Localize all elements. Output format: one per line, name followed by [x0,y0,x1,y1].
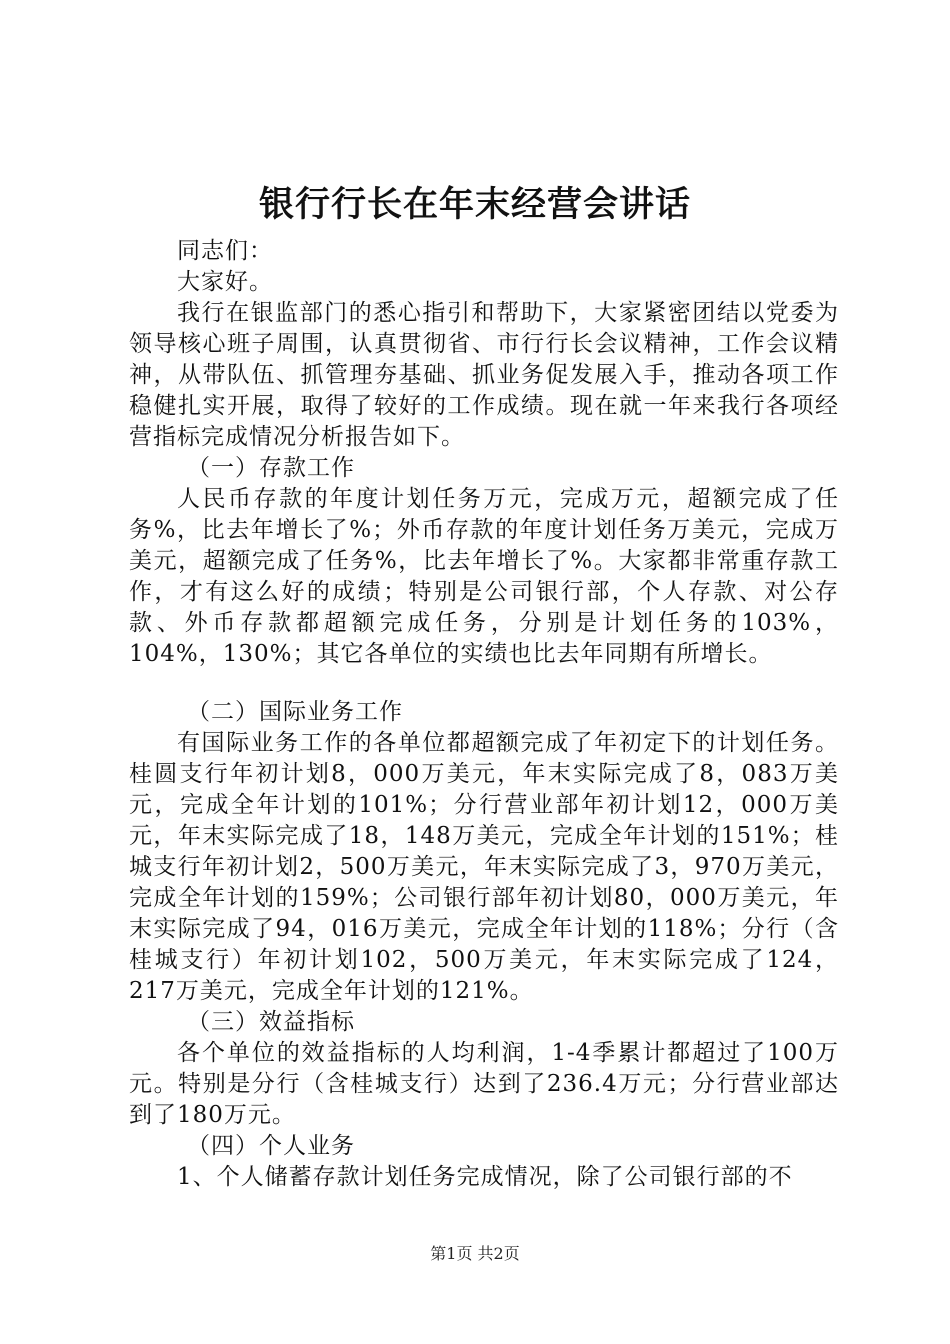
salutation: 同志们： [177,238,273,264]
section-text-international: 有国际业务工作的各单位都超额完成了年初定下的计划任务。桂圆支行年初计划8，000万美元，年末实际完成了8，083万美元，完成全年计划的101%；分行营业部年初计划12，000万美元，年末实际完成了18，148万美元，完成全年计划的151%；桂城支行年初计划2，500万美元，年末实际完成了3，970万美元，完成全年计划的159%；公司银行部年初计划80，000万美元，年末实际完成了94，016万美元，完成全年计划的118%；分行（含桂城支行）年初计划102，500万美元，年末实际完成了124，217万美元，完成全年计划的121%。 [129,730,839,1004]
document-title: 银行行长在年末经营会讲话 [258,184,691,225]
section-heading-deposits: （一）存款工作 [187,455,355,481]
section-text-personal: 1、个人储蓄存款计划任务完成情况，除了公司银行部的不 [177,1164,793,1190]
section-text-deposits: 人民币存款的年度计划任务万元，完成万元，超额完成了任务%，比去年增长了%；外币存款的年度计划任务万美元，完成万美元，超额完成了任务%，比去年增长了%。大家都非常重存款工作，才有这么好的成绩；特别是公司银行部，个人存款、对公存款、外币存款都超额完成任务，分别是计划任务的103%，104%，130%；其它各单位的实绩也比去年同期有所增长。 [129,486,839,667]
section-heading-personal: （四）个人业务 [187,1133,355,1159]
section-text-profit: 各个单位的效益指标的人均利润，1-4季累计都超过了100万元。特别是分行（含桂城支行）达到了236.4万元；分行营业部达到了180万元。 [129,1040,839,1128]
intro-paragraph: 我行在银监部门的悉心指引和帮助下，大家紧密团结以党委为领导核心班子周围，认真贯彻省、市行行长会议精神，工作会议精神，从带队伍、抓管理夯基础、抓业务促发展入手，推动各项工作稳健扎实开展，取得了较好的工作成绩。现在就一年来我行各项经营指标完成情况分析报告如下。 [129,300,839,450]
section-heading-international: （二）国际业务工作 [187,699,403,725]
greeting: 大家好。 [177,269,273,295]
document-body [129,236,839,1193]
section-heading-profit: （三）效益指标 [187,1009,355,1035]
page-footer: 第1页 共2页 [430,1244,520,1263]
